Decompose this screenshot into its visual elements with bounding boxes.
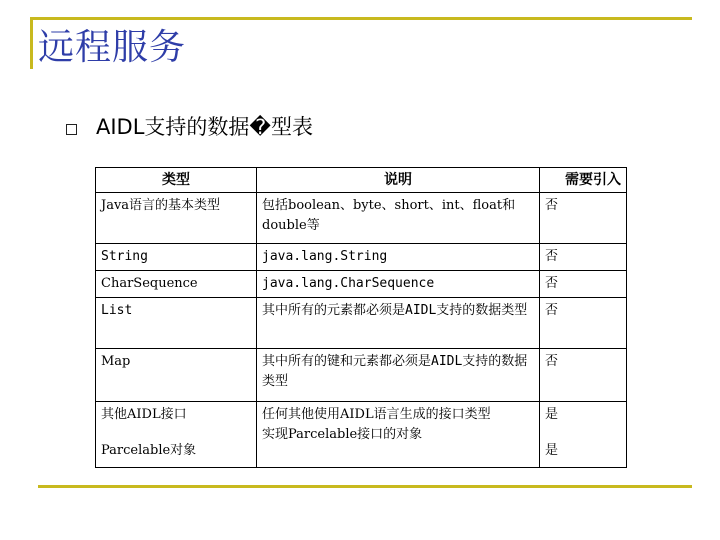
- square-bullet-icon: [66, 124, 77, 135]
- cell-import: 否: [540, 193, 627, 244]
- cell-type: Java语言的基本类型: [96, 193, 257, 244]
- cell-description: 包括boolean、byte、short、int、float和double等: [257, 193, 540, 244]
- cell-description: 其中所有的键和元素都必须是AIDL支持的数据类型: [257, 349, 540, 402]
- header-type: 类型: [96, 168, 257, 193]
- cell-import: 否: [540, 298, 627, 349]
- cell-import-line-1: 是: [545, 407, 559, 422]
- frame-top-line: [30, 17, 692, 20]
- table-row: [96, 271, 627, 298]
- section-heading: AIDL支持的数据�型表: [96, 115, 313, 139]
- cell-type-line-2: Parcelable对象: [101, 443, 197, 458]
- cell-description: java.lang.CharSequence: [257, 271, 540, 298]
- table-row: [96, 244, 627, 271]
- frame-bottom-line: [38, 485, 692, 488]
- cell-import: 否: [540, 271, 627, 298]
- cell-description: [257, 402, 540, 468]
- aidl-types-table: [95, 167, 627, 468]
- header-needs-import: 需要引入: [540, 168, 627, 193]
- cell-import-line-2: 是: [545, 443, 559, 458]
- cell-import: [540, 402, 627, 468]
- cell-type: Map: [96, 349, 257, 402]
- cell-type: [96, 402, 257, 468]
- table-row: [96, 402, 627, 468]
- cell-type-line-1: 其他AIDL接口: [101, 407, 187, 422]
- table-row: [96, 193, 627, 244]
- table-row: [96, 349, 627, 402]
- cell-description: 其中所有的元素都必须是AIDL支持的数据类型: [257, 298, 540, 349]
- cell-description-line-2: 实现Parcelable接口的对象: [262, 427, 423, 442]
- table-row: [96, 298, 627, 349]
- cell-type: CharSequence: [96, 271, 257, 298]
- cell-type: String: [96, 244, 257, 271]
- page-title: 远程服务: [38, 27, 187, 68]
- frame-left-line: [30, 17, 33, 69]
- cell-description: java.lang.String: [257, 244, 540, 271]
- cell-description-line-1: 任何其他使用AIDL语言生成的接口类型: [262, 407, 491, 422]
- cell-import: 否: [540, 244, 627, 271]
- header-description: 说明: [257, 168, 540, 193]
- table-header-row: [96, 168, 627, 193]
- cell-type: List: [96, 298, 257, 349]
- cell-import: 否: [540, 349, 627, 402]
